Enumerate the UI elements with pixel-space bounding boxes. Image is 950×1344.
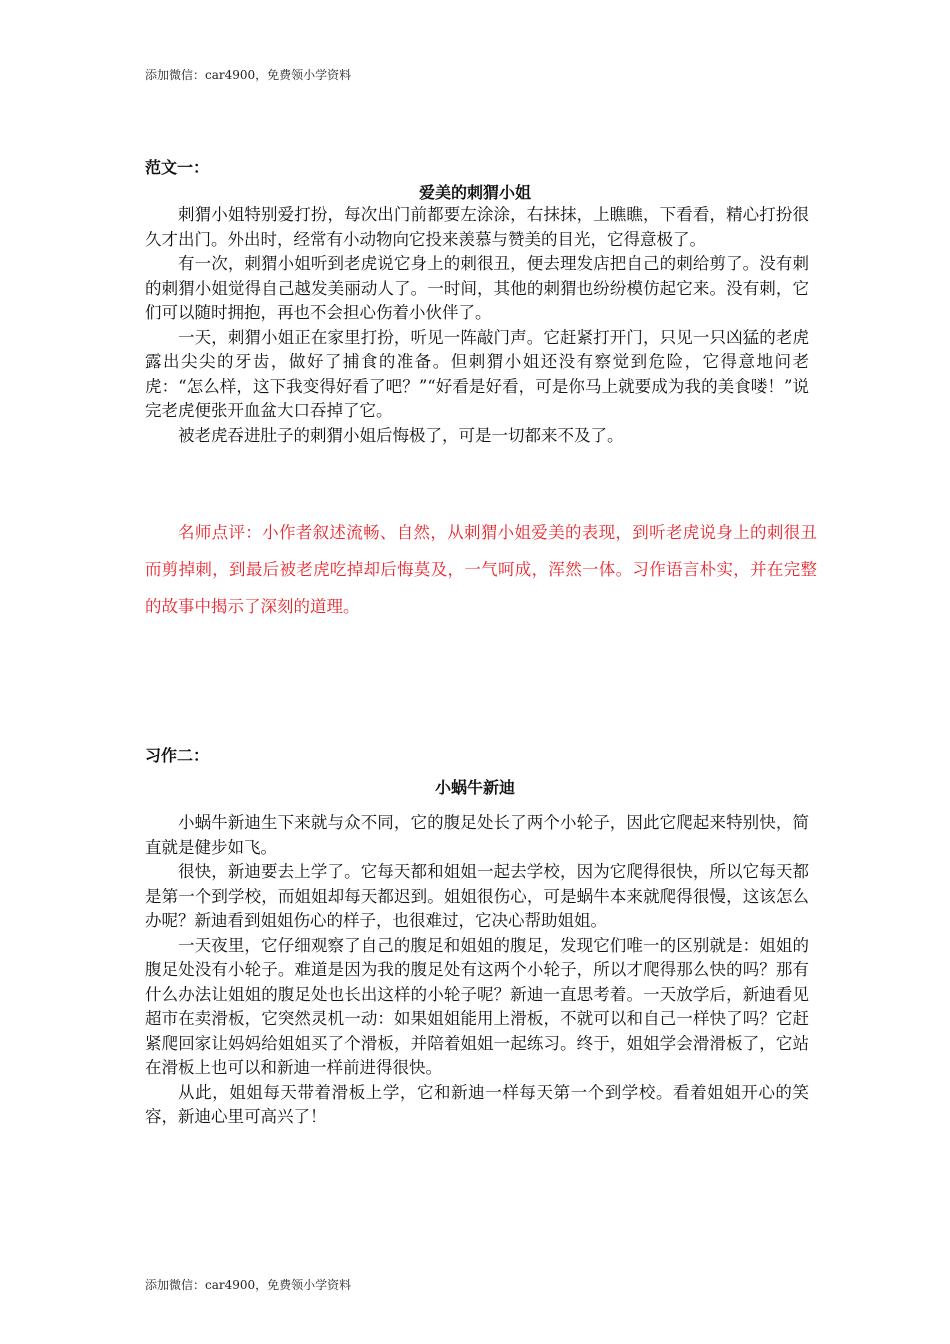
essay1-paragraph: 有一次，刺猬小姐听到老虎说它身上的刺很丑，便去理发店把自己的刺给剪了。没有刺的刺猬小姐觉得自己越发美丽动人了。一时间，其他的刺猬也纷纷模仿起它来。没有刺，它们可以随时拥抱，再也不会担心伤着小伙伴了。 [145,254,809,322]
essay2-body [145,811,809,1130]
essay2-paragraph: 从此，姐姐每天带着滑板上学，它和新迪一样每天第一个到学校。看着姐姐开心的笑容，新迪心里可高兴了！ [145,1082,809,1126]
teacher-comment: 名师点评：小作者叙述流畅、自然，从刺猬小姐爱美的表现，到听老虎说身上的刺很丑而剪掉刺，到最后被老虎吃掉却后悔莫及，一气呵成，浑然一体。习作语言朴实，并在完整的故事中揭示了深刻的道理。 [145,523,817,616]
essay2-paragraph: 小蜗牛新迪生下来就与众不同，它的腹足处长了两个小轮子，因此它爬起来特别快，简直就是健步如飞。 [145,813,809,857]
page-footer: 添加微信：car4900，免费领小学资料 [145,1278,352,1292]
essay2-title: 小蜗牛新迪 [434,778,515,797]
essay1-paragraph: 一天，刺猬小姐正在家里打扮，听见一阵敲门声。它赶紧打开门，只见一只凶猛的老虎露出尖尖的牙齿，做好了捕食的准备。但刺猬小姐还没有察觉到危险，它得意地问老虎：“怎么样，这下我变得好看了吧？”“好看是好看，可是你马上就要成为我的美食喽！”说完老虎便张开血盆大口吞掉了它。 [145,327,809,420]
page-header: 添加微信：car4900，免费领小学资料 [145,68,352,82]
essay1-paragraph: 被老虎吞进肚子的刺猬小姐后悔极了，可是一切都来不及了。 [178,425,624,445]
essay2-paragraph: 一天夜里，它仔细观察了自己的腹足和姐姐的腹足，发现它们唯一的区别就是：姐姐的腹足处没有小轮子。难道是因为我的腹足处有这两个小轮子，所以才爬得那么快的吗？那有什么办法让姐姐的腹足处也长出这样的小轮子呢？新迪一直思考着。一天放学后，新迪看见超市在卖滑板，它突然灵机一动：如果姐姐能用上滑板，不就可以和自己一样快了吗？它赶紧爬回家让妈妈给姐姐买了个滑板，并陪着姐姐一起练习。终于，姐姐学会滑滑板了，它站在滑板上也可以和新迪一样前进得很快。 [145,935,809,1077]
essay2-label: 习作二： [145,746,210,765]
essay1-paragraph: 刺猬小姐特别爱打扮，每次出门前都要左涂涂，右抹抹，上瞧瞧，下看看，精心打扮很久才出门。外出时，经常有小动物向它投来羡慕与赞美的目光，它得意极了。 [145,205,809,249]
essay2-paragraph: 很快，新迪要去上学了。它每天都和姐姐一起去学校，因为它爬得很快，所以它每天都是第一个到学校，而姐姐却每天都迟到。姐姐很伤心，可是蜗牛本来就爬得很慢，这该怎么办呢？新迪看到姐姐伤心的样子，也很难过，它决心帮助姐姐。 [145,862,809,930]
essay1-body [145,203,809,448]
essay1-label: 范文一： [145,158,210,177]
essay1-title: 爱美的刺猬小姐 [418,183,531,202]
